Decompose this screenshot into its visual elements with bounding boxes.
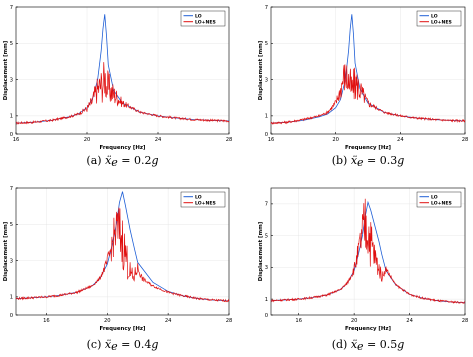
series-line-lo-nes bbox=[271, 199, 465, 304]
series-line-lo bbox=[16, 14, 229, 123]
series-line-lo-nes bbox=[16, 62, 229, 124]
y-tick-label: 1 bbox=[264, 296, 268, 303]
y-tick-label: 3 bbox=[264, 265, 268, 272]
y-tick-label: 7 bbox=[264, 4, 268, 11]
y-tick-label: 0 bbox=[264, 312, 268, 319]
x-tick-label: 16 bbox=[43, 318, 50, 324]
y-tick-label: 3 bbox=[9, 258, 13, 265]
legend bbox=[181, 192, 225, 207]
x-tick-label: 20 bbox=[103, 318, 111, 324]
y-tick-label: 1 bbox=[9, 113, 13, 120]
legend bbox=[181, 11, 225, 26]
legend-label: LO+NES bbox=[431, 201, 452, 207]
legend bbox=[417, 192, 461, 207]
x-tick-label: 28 bbox=[225, 318, 233, 324]
legend-label: LO+NES bbox=[195, 201, 216, 207]
legend-label: LO+NES bbox=[195, 20, 216, 26]
x-tick-label: 16 bbox=[12, 137, 20, 143]
y-axis-title: Displacement [mm] bbox=[3, 40, 9, 101]
y-axis-title: Displacement [mm] bbox=[258, 221, 264, 282]
legend bbox=[417, 11, 461, 26]
chart-panel-b bbox=[258, 5, 468, 169]
panel-caption: (c) ẍe = 0.4g bbox=[86, 338, 159, 353]
y-tick-label: 0 bbox=[9, 312, 13, 319]
chart-panel-c bbox=[3, 186, 232, 353]
series-line-lo bbox=[271, 14, 465, 123]
y-axis-title: Displacement [mm] bbox=[3, 221, 9, 282]
panel-caption: (a) ẍe = 0.2g bbox=[86, 154, 159, 169]
series-line-lo-nes bbox=[16, 208, 229, 302]
panel-caption: (b) ẍe = 0.3g bbox=[331, 154, 405, 169]
y-tick-label: 7 bbox=[9, 4, 13, 11]
x-tick-label: 16 bbox=[267, 137, 275, 143]
legend-label: LO bbox=[195, 195, 202, 201]
legend-label: LO bbox=[195, 14, 202, 20]
chart-panel-a bbox=[3, 5, 232, 169]
x-tick-label: 28 bbox=[461, 137, 469, 143]
x-axis-title: Frequency [Hz] bbox=[344, 145, 392, 151]
x-axis-title: Frequency [Hz] bbox=[99, 145, 146, 151]
x-tick-label: 24 bbox=[397, 137, 404, 143]
y-tick-label: 0 bbox=[264, 131, 268, 138]
x-tick-label: 20 bbox=[332, 137, 339, 143]
y-tick-label: 1 bbox=[9, 294, 13, 301]
y-tick-label: 0 bbox=[9, 131, 13, 138]
x-tick-label: 20 bbox=[83, 137, 91, 143]
panel-caption: (d) ẍe = 0.5g bbox=[331, 338, 405, 353]
legend-label: LO+NES bbox=[431, 20, 452, 26]
y-tick-label: 5 bbox=[9, 41, 13, 48]
y-tick-label: 7 bbox=[264, 201, 268, 208]
x-tick-label: 28 bbox=[225, 137, 233, 143]
x-tick-label: 24 bbox=[406, 318, 413, 324]
y-tick-label: 1 bbox=[264, 113, 268, 120]
chart-panel-d bbox=[258, 188, 468, 353]
series-line-lo-nes bbox=[271, 64, 465, 124]
y-tick-label: 5 bbox=[264, 41, 268, 48]
x-axis-title: Frequency [Hz] bbox=[344, 326, 392, 332]
y-tick-label: 5 bbox=[9, 222, 13, 229]
x-tick-label: 28 bbox=[461, 318, 469, 324]
y-tick-label: 3 bbox=[9, 77, 13, 84]
legend-label: LO bbox=[431, 195, 438, 201]
x-tick-label: 24 bbox=[154, 137, 162, 143]
x-tick-label: 20 bbox=[350, 318, 358, 324]
y-axis-title: Displacement [mm] bbox=[258, 40, 264, 101]
y-tick-label: 7 bbox=[9, 185, 13, 192]
legend-label: LO bbox=[431, 14, 438, 20]
y-tick-label: 3 bbox=[264, 77, 268, 84]
x-tick-label: 16 bbox=[295, 318, 303, 324]
y-tick-label: 5 bbox=[264, 233, 268, 240]
x-tick-label: 24 bbox=[164, 318, 172, 324]
x-axis-title: Frequency [Hz] bbox=[99, 326, 146, 332]
